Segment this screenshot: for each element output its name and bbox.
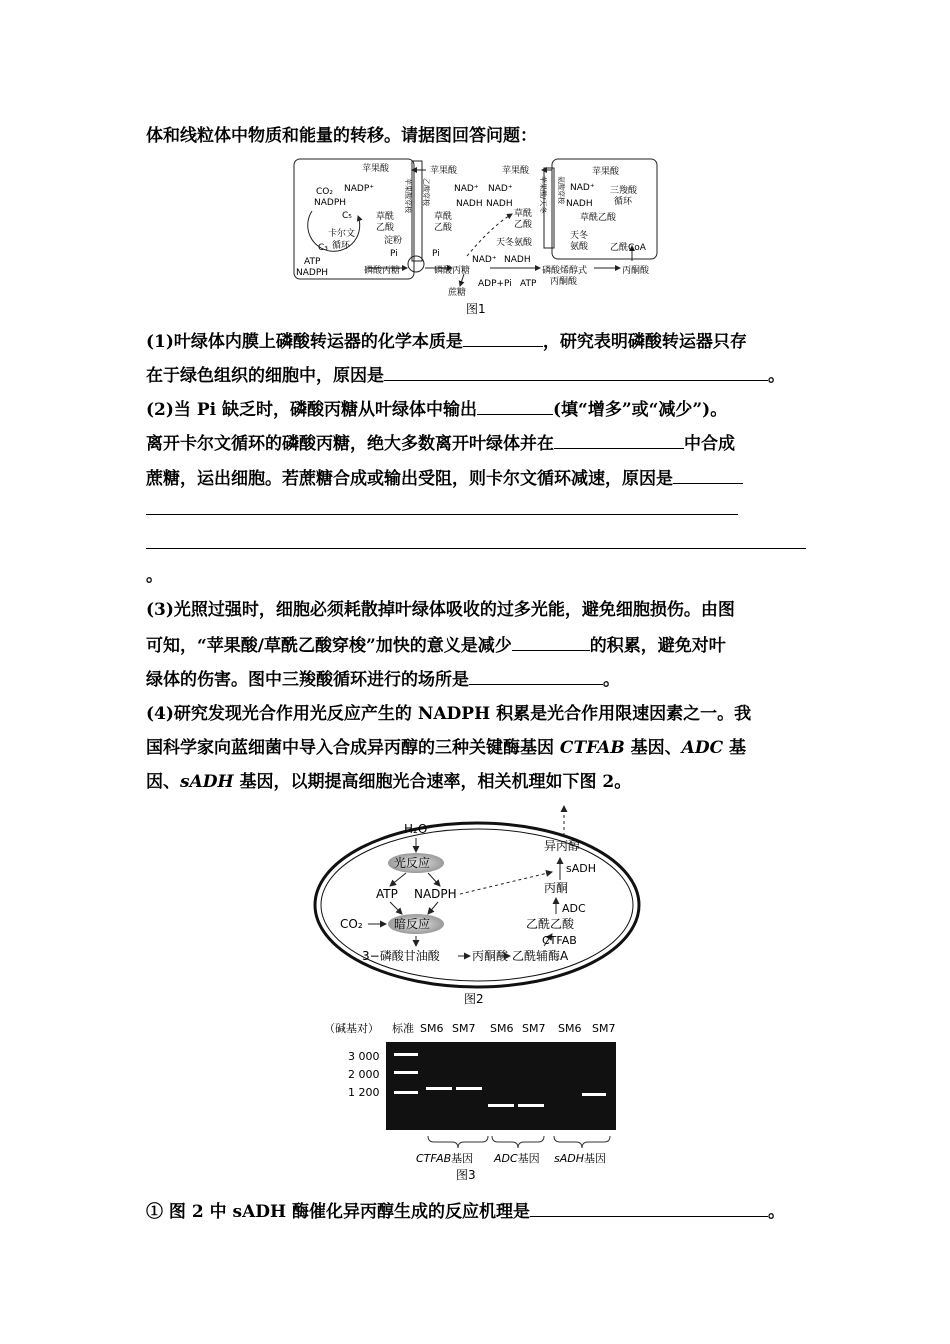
answer-blank[interactable] [463,330,543,347]
q4-line-3: 因、sADH 基因，以期提高细胞光合速率，相关机理如下图 2。 [146,772,632,792]
intro-line: 体和线粒体中物质和能量的转移。请据图回答问题： [146,126,537,146]
fig2-atp: ATP [376,887,398,901]
fig1-label: NAD⁺ [570,183,595,193]
fig1-label: CO₂ [316,187,333,197]
figure-1-caption: 图1 [466,302,486,316]
answer-line[interactable] [146,514,738,515]
fig1-label: 草酰乙酸 [580,213,617,223]
answer-blank[interactable] [554,432,684,449]
fig1-label: 乙酸穿梭 [422,178,430,206]
fig1-label: NADPH [314,198,347,208]
answer-line[interactable] [146,548,806,549]
q2-line-1: (2)当 Pi 缺乏时，磷酸丙糖从叶绿体中输出 (填“增多”或“减少”)。 [146,400,728,420]
fig1-label: 草酰 [514,209,533,219]
figure-1-diagram [292,156,660,300]
fig1-label: Pi [390,249,398,259]
q3-line-1: (3)光照过强时，细胞必须耗散掉叶绿体吸收的过多光能，避免细胞损伤。由图 [146,600,735,620]
answer-blank[interactable] [512,634,590,651]
q4-line-2: 国科学家向蓝细菌中导入合成异丙醇的三种关键酶基因 CTFAB 基因、ADC 基 [146,738,747,758]
answer-blank[interactable] [530,1200,768,1217]
gel-header: SM6 [490,1022,514,1035]
gene-group-label: ADC基因 [494,1152,540,1164]
fig1-label: 磷酸烯醇式 [542,266,588,276]
fig1-label: ATP [520,279,537,289]
fig1-label: Pi [432,249,440,259]
q3-line-3: 绿体的伤害。图中三羧酸循环进行的场所是 。 [146,670,620,690]
fig2-light-reaction: 光反应 [394,856,431,870]
fig1-label: 苹果酸 [592,167,620,177]
fig1-label: 乙酰CoA [610,243,646,253]
fig1-label: 丙酮酸 [550,277,578,287]
fig1-label: NAD⁺ [454,184,479,194]
gel-header: SM7 [592,1022,616,1035]
fig2-co2: CO₂ [340,917,363,931]
fig2-h2o: H₂O [404,822,428,836]
fig1-label: 磷酸丙糖 [434,266,471,276]
fig1-label: NADH [504,255,531,265]
fig2-acetoacetate: 乙酰乙酸 [526,917,575,931]
q2-end: 。 [146,566,163,586]
fig2-pga: 3−磷酸甘油酸 [362,949,440,963]
fig1-label: 苹果酸穿梭 [404,178,412,213]
q4-sub1: ① 图 2 中 sADH 酶催化异丙醇生成的反应机理是 。 [146,1202,785,1222]
fig1-label: NADH [456,199,483,209]
fig1-label: C₅ [342,211,352,221]
fig1-label: 苹果酸 [430,166,458,176]
answer-blank[interactable] [477,398,553,415]
fig1-label: 丙酮酸 [622,266,650,276]
fig2-acetyl-coa: 乙酰辅酶A [512,949,569,963]
gene-group-label: CTFAB基因 [416,1152,474,1164]
gel-header: SM7 [522,1022,546,1035]
fig2-adc: ADC [562,902,586,915]
fig1-label: 天冬氨酸 [496,238,533,248]
marker-label: 1 200 [348,1086,380,1099]
gel-header: SM6 [558,1022,582,1035]
marker-label: 3 000 [348,1050,380,1063]
fig1-label: 三羧酸 [610,186,638,196]
q1-line-2: 在于绿色组织的细胞中，原因是 。 [146,366,785,386]
fig1-label: NADH [566,199,593,209]
fig1-label: C₃ [318,243,328,253]
q4-line-1: (4)研究发现光合作用光反应产生的 NADPH 积累是光合作用限速因素之一。我 [146,704,752,724]
fig1-label: ATP [304,257,321,267]
q2-line-3: 蔗糖，运出细胞。若蔗糖合成或输出受阻，则卡尔文循环减速，原因是 [146,467,808,489]
fig1-label: 天冬 [570,231,589,241]
figure-2-caption: 图2 [464,992,484,1006]
marker-label: 2 000 [348,1068,380,1081]
figure-2-diagram [310,800,644,990]
fig1-label: 苹果酸 [502,166,530,176]
figure-3-gel [320,1016,624,1164]
gel-header: （碱基对） [324,1022,379,1035]
fig2-acetone: 丙酮 [544,881,569,895]
figure-3-caption: 图3 [456,1168,476,1182]
fig1-label: NADPH [296,268,329,278]
fig1-label: 乙酸 [514,220,533,230]
fig1-label: NAD⁺ [488,184,513,194]
answer-blank[interactable] [673,467,743,484]
answer-blank[interactable] [384,364,768,381]
fig2-nadph: NADPH [414,887,457,901]
q3-line-2: 可知，“苹果酸/草酰乙酸穿梭”加快的意义是减少 的积累，避免对叶 [146,636,726,656]
fig1-label: NAD⁺ [472,255,497,265]
gel-header: 标准 [392,1022,414,1035]
gel-header: SM7 [452,1022,476,1035]
gene-group-label: sADH基因 [554,1152,606,1164]
fig1-label: 磷酸丙糖 [364,266,401,276]
fig1-label: 氨酸穿梭 [557,176,565,204]
fig1-label: 苹果酸/天冬 [539,176,547,214]
fig2-dark-reaction: 暗反应 [394,917,431,931]
fig1-label: 乙酸 [434,223,453,233]
gel-header: SM6 [420,1022,444,1035]
answer-blank[interactable] [469,668,603,685]
fig1-label: 淀粉 [384,236,403,246]
fig1-label: 草酰 [376,212,395,222]
fig2-ctfab: CTFAB [542,934,577,947]
fig2-pyruvate: 丙酮酸 [472,949,509,963]
fig1-label: ADP+Pi [478,279,512,289]
fig1-label: 草酰 [434,212,453,222]
fig2-isopropanol: 异丙醇 [544,839,581,853]
fig1-label: 氨酸 [570,242,589,252]
q1-line-1: (1)叶绿体内膜上磷酸转运器的化学本质是 ，研究表明磷酸转运器只存 [146,332,747,352]
q2-line-2: 离开卡尔文循环的磷酸丙糖，绝大多数离开叶绿体并在 中合成 [146,434,735,454]
fig2-sadh: sADH [566,862,596,875]
fig1-label: NADH [486,199,513,209]
fig1-label: 苹果酸 [362,164,390,174]
fig1-label: 循环 [332,241,351,251]
fig1-label: 蔗糖 [448,288,467,298]
fig1-label: 卡尔文 [328,229,356,239]
fig1-label: NADP⁺ [344,184,374,194]
fig1-label: 循环 [614,197,633,207]
fig1-label: 乙酸 [376,223,395,233]
